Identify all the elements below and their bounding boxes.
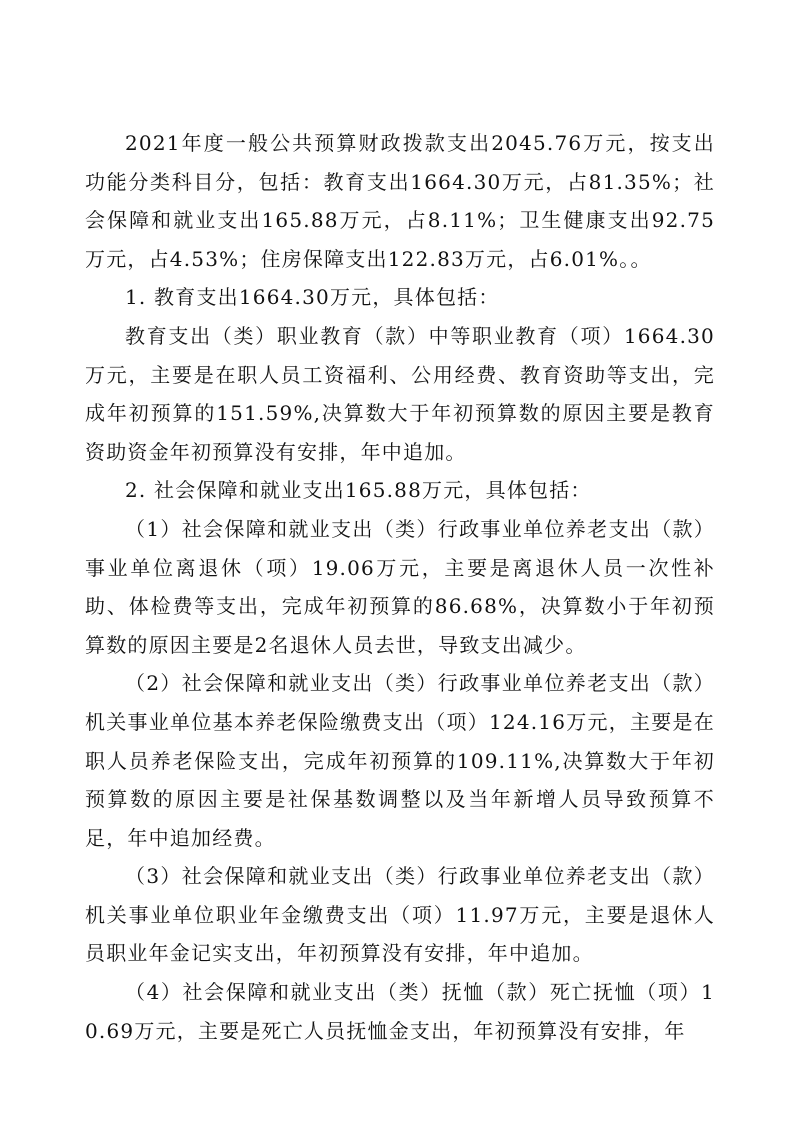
heading-social-security-expenditure: 2. 社会保障和就业支出165.88万元，具体包括： [125, 478, 592, 503]
paragraph-death-compensation: （4）社会保障和就业支出（类）抚恤（款）死亡抚恤（项）10.69万元，主要是死亡人员抚恤金支出，年初预算没有安排，年 [85, 980, 715, 1043]
paragraph-summary: 2021年度一般公共预算财政拨款支出2045.76万元，按支出功能分类科目分，包括：教育支出1664.30万元，占81.35%；社会保障和就业支出165.88万元，占8.11%；卫生健康支出92.75万元，占4.53%；住房保障支出122.83万元，占6.01%。。 [85, 131, 715, 271]
paragraph-basic-pension-insurance: （2）社会保障和就业支出（类）行政事业单位养老支出（款）机关事业单位基本养老保险缴费支出（项）124.16万元，主要是在职人员养老保险支出，完成年初预算的109.11%,决算数大于年初预算数的原因主要是社保基数调整以及当年新增人员导致预算不足，年中追加经费。 [85, 671, 715, 850]
paragraph-occupational-annuity: （3）社会保障和就业支出（类）行政事业单位养老支出（款）机关事业单位职业年金缴费支出（项）11.97万元，主要是退休人员职业年金记实支出，年初预算没有安排，年中追加。 [85, 864, 715, 966]
paragraph-vocational-education: 教育支出（类）职业教育（款）中等职业教育（项）1664.30万元，主要是在职人员工资福利、公用经费、教育资助等支出，完成年初预算的151.59%,决算数大于年初预算数的原因主要是教育资助资金年初预算没有安排，年中追加。 [85, 323, 715, 464]
paragraph-retirement: （1）社会保障和就业支出（类）行政事业单位养老支出（款）事业单位离退休（项）19.06万元，主要是离退休人员一次性补助、体检费等支出，完成年初预算的86.68%，决算数小于年初预算数的原因主要是2名退休人员去世，导致支出减少。 [85, 516, 715, 657]
heading-education-expenditure: 1. 教育支出1664.30万元，具体包括： [125, 285, 500, 310]
document-body [85, 124, 715, 1050]
